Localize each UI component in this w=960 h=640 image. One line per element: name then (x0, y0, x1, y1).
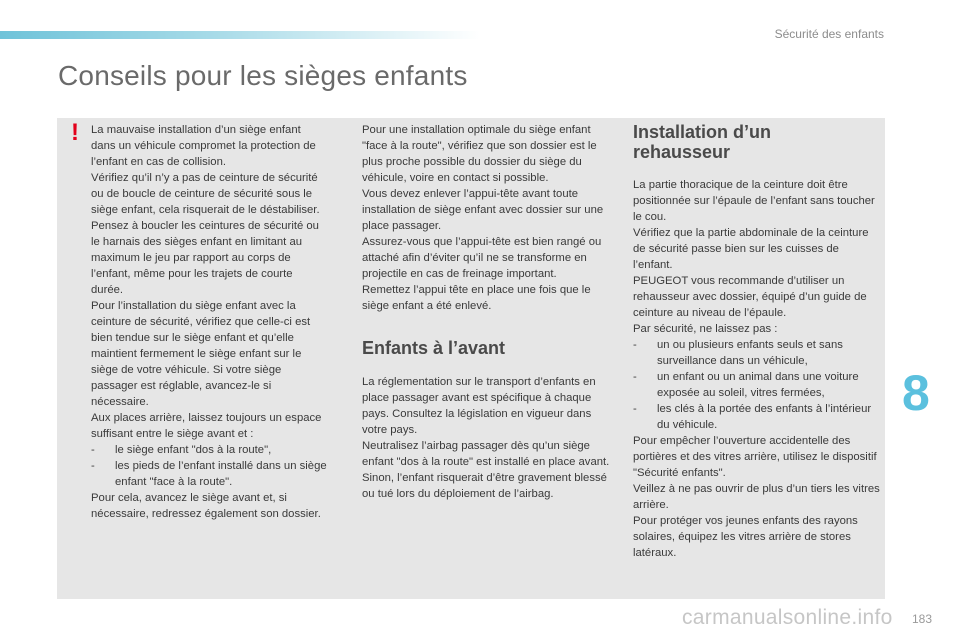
dash-bullet: - (91, 460, 95, 472)
paragraph: La réglementation sur le transport d’enfants en place passager avant est spécifique à chaque pays. Consultez la législation en vigueur dans votre pays. (362, 376, 596, 436)
paragraph: Pour une installation optimale du siège enfant "face à la route", vérifiez que son dossier est le plus proche possible du dossier du siège du véhicule, voire en contact si possible. (362, 124, 597, 184)
list-item (633, 337, 881, 369)
paragraph: Remettez l’appui tête en place une fois que le siège enfant a été enlevé. (362, 284, 591, 312)
list-item-text: les clés à la portée des enfants à l’intérieur du véhicule. (657, 403, 872, 431)
paragraph: Pour empêcher l’ouverture accidentelle des portières et des vitres arrière, utilisez le dispositif "Sécurité enfants". (633, 435, 877, 479)
header-accent-bar (0, 31, 480, 39)
paragraph: PEUGEOT vous recommande d’utiliser un rehausseur avec dossier, équipé d’un guide de ceinture au niveau de l’épaule. (633, 275, 867, 319)
section-heading-enfants-avant: Enfants à l’avant (362, 338, 506, 358)
paragraph: Par sécurité, ne laissez pas : (633, 323, 778, 335)
list-item-text: un enfant ou un animal dans une voiture exposée au soleil, vitres fermées, (657, 371, 859, 399)
list-item (91, 458, 327, 490)
list-item-text: le siège enfant "dos à la route", (115, 444, 272, 456)
paragraph: Sinon, l’enfant risquerait d’être gravement blessé ou tué lors du déploiement de l’airbag. (362, 472, 607, 500)
section-header: Sécurité des enfants (774, 27, 884, 41)
paragraph: Pour protéger vos jeunes enfants des rayons solaires, équipez les vitres arrière de stores latéraux. (633, 515, 858, 559)
section-heading-rehausseur (633, 122, 881, 162)
paragraph: Pour cela, avancez le siège avant et, si nécessaire, redressez également son dossier. (91, 492, 321, 520)
dash-bullet: - (91, 444, 95, 456)
right-column (633, 122, 881, 561)
watermark: carmanualsonline.info (682, 606, 893, 629)
warning-column (91, 122, 327, 522)
paragraph: La mauvaise installation d’un siège enfant dans un véhicule compromet la protection de l’enfant en cas de collision. (91, 124, 316, 168)
paragraph: Neutralisez l’airbag passager dès qu’un siège enfant "dos à la route" est installé en place avant. (362, 440, 610, 468)
paragraph: Pour l’installation du siège enfant avec la ceinture de sécurité, vérifiez que celle-ci est bien tendue sur le siège enfant et qu’elle maintient fermement le siège enfant sur le siège de votre véhicule. Si votre siège passager est réglable, avancez-le si nécessaire. (91, 300, 311, 408)
heading-line: rehausseur (633, 142, 731, 162)
dash-bullet: - (633, 339, 637, 351)
page-title: Conseils pour les sièges enfants (58, 60, 468, 91)
paragraph: Vous devez enlever l’appui-tête avant toute installation de siège enfant avec dossier sur une place passager. (362, 188, 604, 232)
list-item-text: les pieds de l’enfant installé dans un siège enfant "face à la route". (115, 460, 327, 488)
dash-bullet: - (633, 403, 637, 415)
paragraph: Pensez à boucler les ceintures de sécurité ou le harnais des sièges enfant en limitant au maximum le jeu par rapport au corps de l’enfant, même pour les trajets de courte durée. (91, 220, 319, 296)
list-item (633, 369, 881, 401)
paragraph: Aux places arrière, laissez toujours un espace suffisant entre le siège avant et : (91, 412, 322, 440)
chapter-number: 8 (902, 365, 930, 421)
heading-line: Installation d’un (633, 122, 771, 142)
paragraph: Assurez-vous que l’appui-tête est bien rangé ou attaché afin d’éviter qu’il ne se transforme en projectile en cas de freinage important. (362, 236, 602, 280)
middle-column (362, 122, 612, 502)
list-item (91, 442, 327, 458)
warning-icon: ! (71, 119, 79, 146)
page-number: 183 (912, 612, 933, 626)
paragraph: Veillez à ne pas ouvrir de plus d’un tiers les vitres arrière. (633, 483, 880, 511)
list-item (633, 401, 881, 433)
dash-bullet: - (633, 371, 637, 383)
paragraph: Vérifiez que la partie abdominale de la ceinture de sécurité passe bien sur les cuisses de l’enfant. (633, 227, 869, 271)
list-item-text: un ou plusieurs enfants seuls et sans surveillance dans un véhicule, (657, 339, 843, 367)
paragraph: La partie thoracique de la ceinture doit être positionnée sur l’épaule de l’enfant sans toucher le cou. (633, 179, 875, 223)
paragraph: Vérifiez qu’il n’y a pas de ceinture de sécurité ou de boucle de ceinture de sécurité sous le siège enfant, cela risquerait de le déstabiliser. (91, 172, 320, 216)
